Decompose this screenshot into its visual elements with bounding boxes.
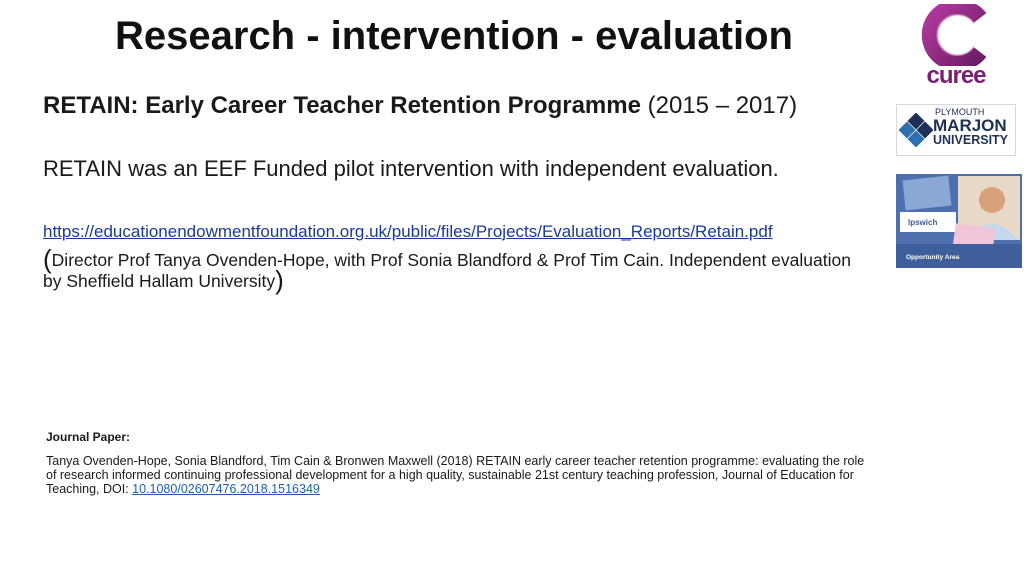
marjon-emblem-icon bbox=[899, 113, 933, 147]
journal-heading: Journal Paper: bbox=[46, 430, 131, 444]
journal-citation-text: Tanya Ovenden-Hope, Sonia Blandford, Tim Cain & Bronwen Maxwell (2018) RETAIN early career teacher retention programme: evaluating the role of research informed continuing professional development for a high quality, sustainable 21st century teaching profession, Journal of Education for Teaching, DOI: bbox=[46, 454, 865, 496]
marjon-line2: MARJON bbox=[933, 116, 1007, 135]
marjon-line1: PLYMOUTH bbox=[935, 107, 985, 117]
intervention-description: RETAIN was an EEF Funded pilot intervention with independent evaluation. bbox=[43, 156, 779, 181]
credits-close-paren: ) bbox=[275, 265, 284, 295]
programme-years: (2015 – 2017) bbox=[647, 92, 798, 119]
opportunity-area-label: Opportunity Area bbox=[906, 254, 960, 261]
curee-wordmark: curee bbox=[926, 62, 986, 89]
plymouth-marjon-logo bbox=[896, 104, 1016, 156]
marjon-line3: UNIVERSITY bbox=[933, 133, 1009, 147]
curee-logo bbox=[916, 4, 996, 90]
project-credits bbox=[43, 244, 873, 295]
slide-title: Research - intervention - evaluation bbox=[115, 14, 793, 58]
ipswich-label: Ipswich bbox=[908, 218, 938, 227]
credits-text: Director Prof Tanya Ovenden-Hope, with Prof Sonia Blandford & Prof Tim Cain. Independent evaluation by Sheffield Hallam University bbox=[43, 250, 851, 291]
curee-c-mark-icon bbox=[916, 4, 996, 66]
ipswich-opportunity-area-logo bbox=[896, 174, 1022, 268]
doi-link[interactable]: 10.1080/02607476.2018.1516349 bbox=[132, 482, 320, 496]
programme-subtitle bbox=[43, 92, 797, 120]
journal-citation bbox=[46, 454, 876, 496]
evaluation-report-link[interactable]: https://educationendowmentfoundation.org.uk/public/files/Projects/Evaluation_Reports/Retain.pdf bbox=[43, 222, 773, 241]
credits-open-paren: ( bbox=[43, 244, 52, 274]
programme-name: RETAIN: Early Career Teacher Retention Programme bbox=[43, 92, 641, 119]
